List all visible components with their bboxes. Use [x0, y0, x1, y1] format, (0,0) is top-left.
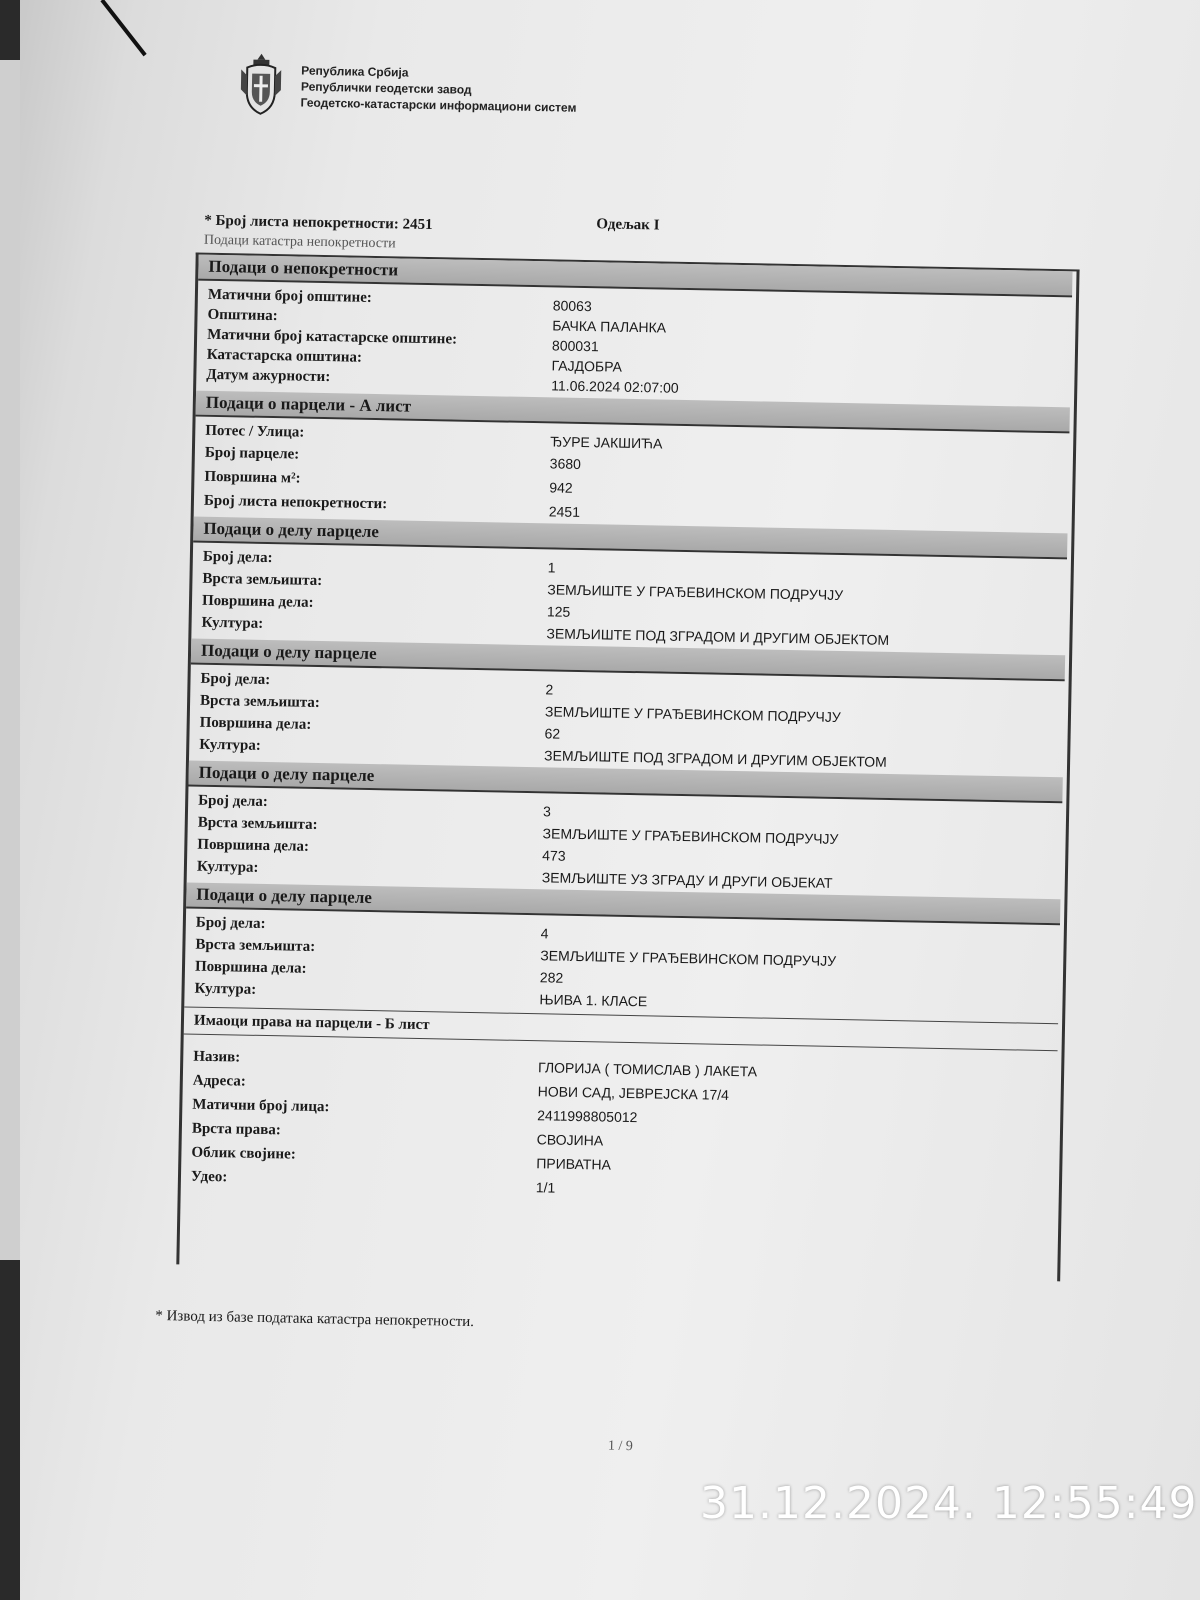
row-value: ЗЕМЉИШТЕ ПОД ЗГРАДОМ И ДРУГИМ ОБЈЕКТОМ — [543, 747, 887, 770]
section-band-part: Подаци о делу парцеле — [188, 760, 1062, 803]
row-value: ЗЕМЉИШТЕ У ГРАЂЕВИНСКОМ ПОДРУЧЈУ — [542, 825, 839, 847]
row-label: Број парцеле: — [204, 444, 300, 463]
row-label: Назив: — [193, 1048, 241, 1066]
photo-timestamp: 31.12.2024. 12:55:49 — [700, 1478, 1198, 1529]
row-label: Број дела: — [198, 792, 269, 811]
row-label: Површина дела: — [199, 714, 312, 733]
row-label: Матични број општине: — [207, 286, 373, 306]
row-label: Површина дела: — [194, 958, 307, 977]
section-title: Одељак I — [596, 216, 660, 234]
row-label: Удео: — [190, 1168, 228, 1186]
row-label: Површина м²: — [204, 468, 301, 487]
row-label: Матични број лица: — [192, 1096, 330, 1116]
document-content — [142, 30, 1120, 1528]
row-label: Површина дела: — [201, 592, 314, 611]
row-label: Датум ажурности: — [206, 366, 331, 386]
header-line: Републички геодетски завод — [300, 79, 472, 97]
row-label: Врста земљишта: — [197, 814, 318, 833]
row-label: Врста земљишта: — [195, 936, 316, 955]
row-value: 4 — [540, 925, 549, 942]
row-label: Облик својине: — [191, 1144, 296, 1163]
sheet-number: * Број листа непокретности: 2451 — [204, 212, 433, 234]
row-value: ГЛОРИЈА ( ТОМИСЛАВ ) ЛАКЕТА — [538, 1059, 758, 1080]
row-value: ЗЕМЉИШТЕ У ГРАЂЕВИНСКОМ ПОДРУЧЈУ — [547, 581, 844, 604]
row-label: Култура: — [194, 980, 257, 998]
row-value: ЂУРЕ ЈАКШИЋА — [550, 433, 663, 452]
row-label: Култура: — [196, 858, 259, 876]
row-value: ЗЕМЉИШТЕ У ГРАЂЕВИНСКОМ ПОДРУЧЈУ — [540, 947, 837, 969]
section-band-part: Подаци о делу парцеле — [193, 517, 1067, 560]
row-value: 282 — [539, 969, 564, 986]
row-label: Број листа непокретности: — [203, 492, 388, 513]
row-label: Број дела: — [200, 670, 271, 689]
section-band-owners: Имаоци права на парцели - Б лист — [184, 1006, 1058, 1051]
document-page — [20, 0, 1200, 1600]
row-value: СВОЈИНА — [536, 1131, 604, 1149]
institution-name — [300, 63, 577, 116]
row-value: 3 — [542, 803, 552, 820]
row-label: Врста права: — [191, 1120, 281, 1139]
row-value: 2 — [545, 681, 554, 698]
row-label: Врста земљишта: — [199, 692, 321, 711]
row-label: Култура: — [199, 736, 261, 754]
row-value: 125 — [546, 603, 571, 620]
row-value: БАЧКА ПАЛАНКА — [552, 317, 667, 336]
sheet-subtitle: Подаци катастра непокретности — [203, 232, 396, 252]
footnote: * Извод из базе података катастра непокретности. — [155, 1307, 475, 1331]
row-label: Матични број катастарске општине: — [207, 326, 458, 348]
row-value: НОВИ САД, ЈЕВРЕЈСКА 17/4 — [537, 1083, 730, 1103]
row-value: 473 — [542, 847, 566, 864]
row-value: 11.06.2024 02:07:00 — [551, 377, 679, 396]
row-value: 80063 — [552, 297, 592, 315]
pen-mark — [100, 0, 146, 56]
row-value: 62 — [544, 725, 561, 742]
row-label: Адреса: — [192, 1072, 246, 1090]
cadastre-table — [176, 253, 1079, 1282]
row-label: Потес / Улица: — [205, 422, 305, 441]
coat-of-arms-icon — [238, 51, 283, 118]
row-label: Култура: — [201, 614, 264, 632]
row-value: 942 — [549, 479, 573, 496]
section-band-part: Подаци о делу парцеле — [186, 882, 1060, 925]
page-number: 1 / 9 — [607, 1438, 633, 1455]
header-line: Република Србија — [301, 63, 409, 80]
document-header — [240, 51, 740, 115]
row-value: ЗЕМЉИШТЕ У ГРАЂЕВИНСКОМ ПОДРУЧЈУ — [544, 703, 841, 726]
row-value: 2451 — [548, 503, 581, 520]
row-label: Катастарска општина: — [206, 346, 363, 366]
row-value: ЗЕМЉИШТЕ УЗ ЗГРАДУ И ДРУГИ ОБЈЕКАТ — [541, 869, 833, 891]
row-value: ЊИВА 1. КЛАСЕ — [539, 991, 648, 1010]
row-value: ГАЈДОБРА — [551, 357, 623, 375]
row-label: Врста земљишта: — [202, 570, 323, 590]
row-value: 2411998805012 — [537, 1107, 638, 1126]
section-band-part: Подаци о делу парцеле — [191, 639, 1065, 682]
row-value: 800031 — [551, 337, 599, 355]
row-value: 3680 — [549, 455, 582, 472]
header-line: Геодетско-катастарски информациони систем — [300, 95, 577, 115]
row-label: Површина дела: — [197, 836, 310, 855]
section-band-parcel: Подаци о парцели - А лист — [196, 391, 1070, 434]
row-value: 1 — [547, 559, 556, 576]
row-label: Број дела: — [202, 548, 273, 567]
row-label: Општина: — [207, 306, 278, 325]
row-value: ПРИВАТНА — [536, 1155, 612, 1173]
row-label: Број дела: — [195, 914, 266, 932]
section-band-property: Подаци о непокретности — [198, 255, 1072, 298]
row-value: 1/1 — [535, 1179, 556, 1196]
row-value: ЗЕМЉИШТЕ ПОД ЗГРАДОМ И ДРУГИМ ОБЈЕКТОМ — [546, 625, 890, 648]
